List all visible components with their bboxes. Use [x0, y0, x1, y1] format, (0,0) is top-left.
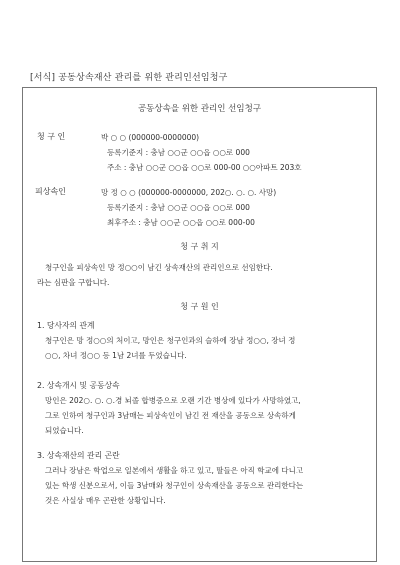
claimant-address: 주소 : 충남 ○○군 ○○읍 ○○로 000-00 ○○아파트 203호 [107, 163, 302, 172]
purpose-line: 라는 심판을 구합니다. [37, 278, 110, 287]
reason-line: 있는 학생 신분으로서, 이들 3남매와 청구인이 상속재산을 공동으로 관리한다는 [45, 481, 304, 490]
reasons-heading: 청 구 원 인 [180, 302, 219, 311]
claimant-name: 박 ○ ○ (000000-0000000) [101, 133, 200, 142]
reason-section-title: 1. 당사자의 관계 [37, 321, 95, 330]
reason-line: 것은 사실상 매우 곤란한 상황입니다. [45, 496, 166, 505]
document-title: 공동상속을 위한 관리인 선임청구 [137, 104, 262, 114]
reason-line: ○○, 차녀 정○○ 등 1남 2녀를 두었습니다. [45, 351, 187, 360]
decedent-last-address: 최후주소 : 충남 ○○군 ○○읍 ○○로 000-00 [107, 218, 255, 227]
decedent-registered: 등록기준지 : 충남 ○○군 ○○읍 ○○로 000 [107, 203, 250, 212]
reason-section-title: 2. 상속개시 및 공동상속 [37, 381, 120, 390]
decedent-label: 피상속인 [35, 187, 66, 196]
document-frame [22, 87, 377, 562]
claimant-label: 청 구 인 [37, 132, 66, 141]
claimant-registered: 등록기준지 : 충남 ○○군 ○○읍 ○○로 000 [107, 148, 250, 157]
purpose-line: 청구인을 피상속인 망 정○○이 남긴 상속재산의 관리인으로 선임한다. [45, 263, 273, 272]
reason-line: 그러나 장남은 학업으로 일본에서 생활을 하고 있고, 딸들은 아직 학교에 다니고 [45, 466, 304, 475]
reason-section-title: 3. 상속재산의 관리 곤란 [37, 451, 120, 460]
purpose-heading: 청 구 취 지 [180, 242, 219, 251]
reason-line: 그로 인하여 청구인과 3남매는 피상속인이 남긴 전 재산을 공동으로 상속하게 [45, 411, 296, 420]
reason-line: 망인은 202○. ○. ○.경 뇌졸 합병증으로 오랜 기간 병상에 있다가 사망하였고, [45, 396, 301, 405]
reason-line: 되었습니다. [45, 426, 84, 435]
reason-line: 청구인은 망 정○○의 처이고, 망인은 청구인과의 슬하에 장남 정○○, 장녀 정 [45, 336, 296, 345]
form-caption: [서식] 공동상속재산 관리를 위한 관리인선임청구 [30, 73, 228, 83]
decedent-name: 망 정 ○ ○ (000000-0000000, 202○. ○. ○. 사망) [101, 188, 277, 197]
